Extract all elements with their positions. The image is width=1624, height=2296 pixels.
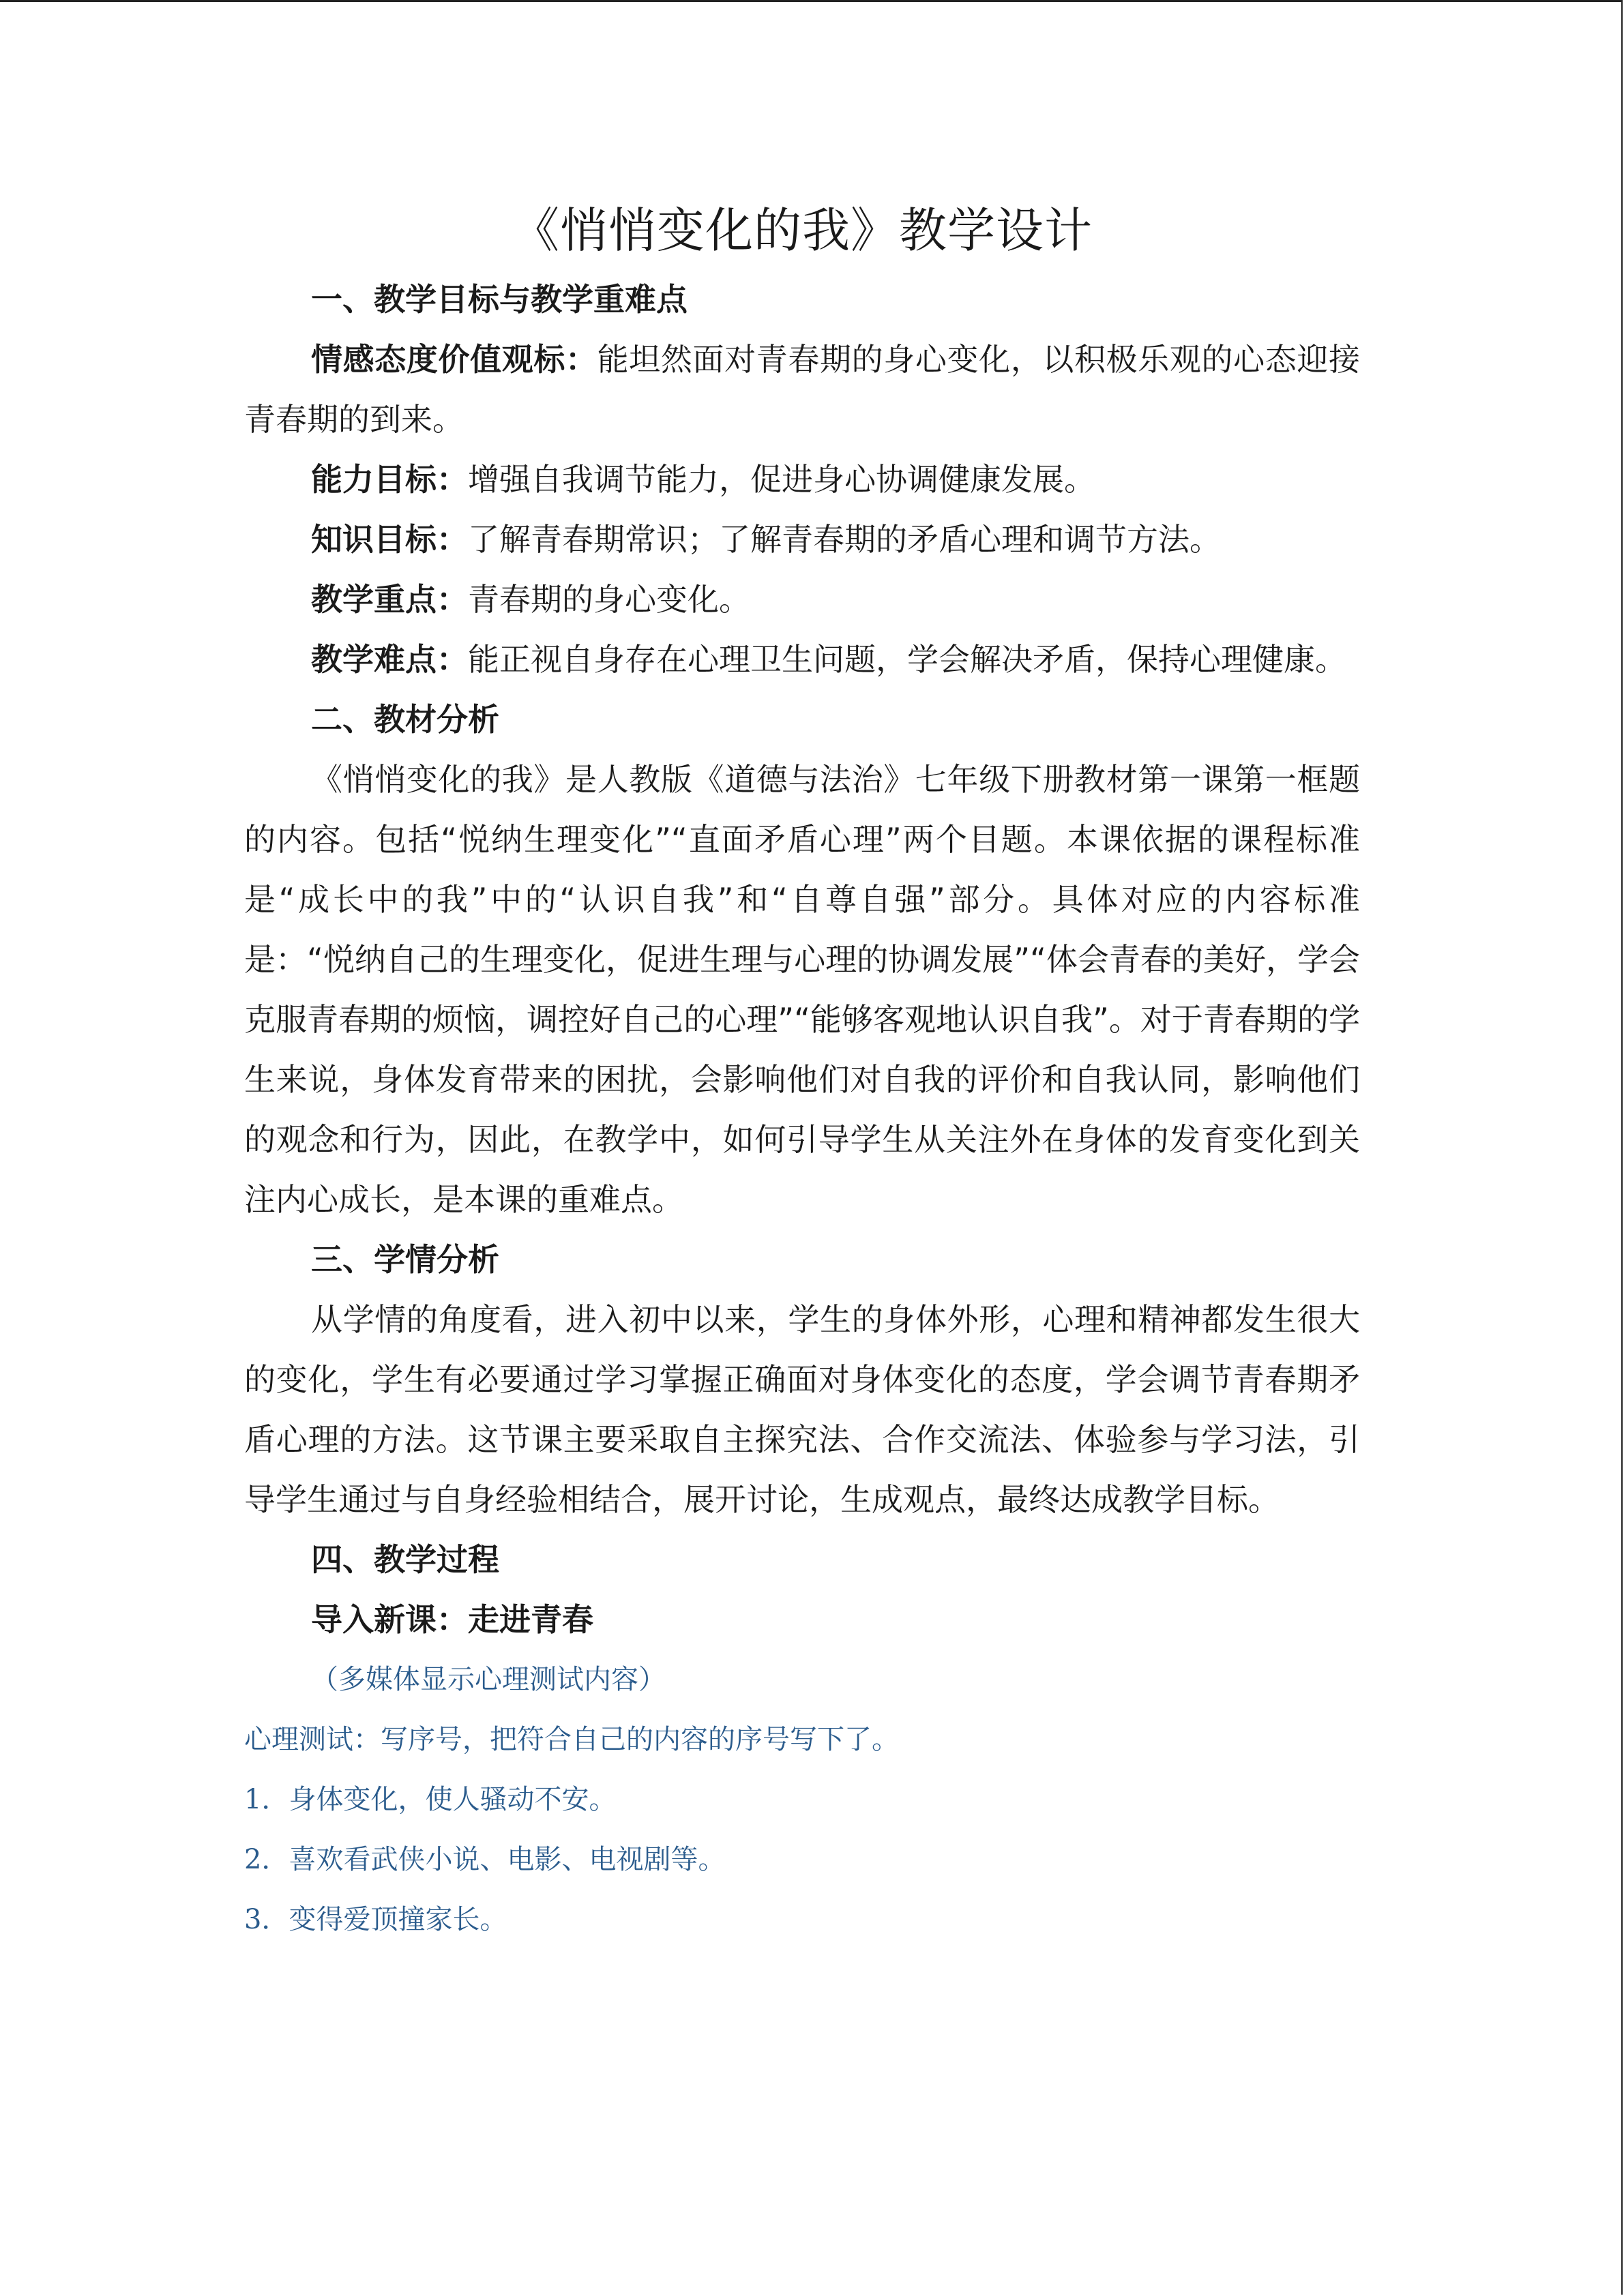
emotion-objective-text: 能坦然面对青春期的身心变化，以积极乐观的心态迎接青春期的到来。 [244,341,1360,438]
psych-test-item: 1．身体变化，使人骚动不安。 [244,1784,617,1815]
teaching-difficulty [244,629,1360,689]
section-heading-teaching-process: 四、教学过程 [311,1541,499,1578]
knowledge-objective-label: 知识目标： [311,521,468,558]
psych-test-item: 3．变得爱顶撞家长。 [244,1904,507,1935]
psych-test-item: 2．喜欢看武侠小说、电影、电视剧等。 [244,1844,726,1875]
teaching-difficulty-label: 教学难点： [311,641,468,678]
teaching-difficulty-text: 能正视自身存在心理卫生问题，学会解决矛盾，保持心理健康。 [468,641,1346,678]
teaching-key-point [244,569,1360,629]
intro-heading: 导入新课：走进青春 [311,1601,593,1638]
section-heading-objectives: 一、教学目标与教学重难点 [311,281,688,318]
document-body [244,193,1360,1950]
ability-objective-text: 增强自我调节能力，促进身心协调健康发展。 [468,461,1095,498]
textbook-analysis-paragraph: 《悄悄变化的我》是人教版《道德与法治》七年级下册教材第一课第一框题的内容。包括“悦纳生理变化”“直面矛盾心理”两个目题。本课依据的课程标准是“成长中的我”中的“认识自我”和“自尊自强”部分。具体对应的内容标准是：“悦纳自己的生理变化，促进生理与心理的协调发展”“体会青春的美好，学会克服青春期的烦恼，调控好自己的心理”“能够客观地认识自我”。对于青春期的学生来说，身体发育带来的困扰，会影响他们对自我的评价和自我认同，影响他们的观念和行为，因此，在教学中，如何引导学生从关注外在身体的发育变化到关注内心成长，是本课的重难点。 [244,761,1360,1218]
multimedia-note: （多媒体显示心理测试内容） [311,1664,666,1695]
emotion-objective-label: 情感态度价值观标： [311,341,597,378]
knowledge-objective [244,509,1360,569]
psych-test-instruction: 心理测试：写序号，把符合自己的内容的序号写下了。 [244,1724,899,1755]
ability-objective [244,449,1360,509]
student-analysis-paragraph: 从学情的角度看，进入初中以来，学生的身体外形，心理和精神都发生很大的变化，学生有必要通过学习掌握正确面对身体变化的态度，学会调节青春期矛盾心理的方法。这节课主要采取自主探究法、合作交流法、体验参与学习法，引导学生通过与自身经验相结合，展开讨论，生成观点，最终达成教学目标。 [244,1301,1360,1518]
document-title: 《悄悄变化的我》教学设计 [512,203,1093,258]
section-heading-student-analysis: 三、学情分析 [311,1241,499,1278]
teaching-key-point-text: 青春期的身心变化。 [468,581,750,618]
knowledge-objective-text: 了解青春期常识；了解青春期的矛盾心理和调节方法。 [468,521,1221,558]
teaching-key-point-label: 教学重点： [311,581,468,618]
ability-objective-label: 能力目标： [311,461,468,498]
emotion-objective [244,329,1360,449]
section-heading-textbook-analysis: 二、教材分析 [311,701,499,738]
